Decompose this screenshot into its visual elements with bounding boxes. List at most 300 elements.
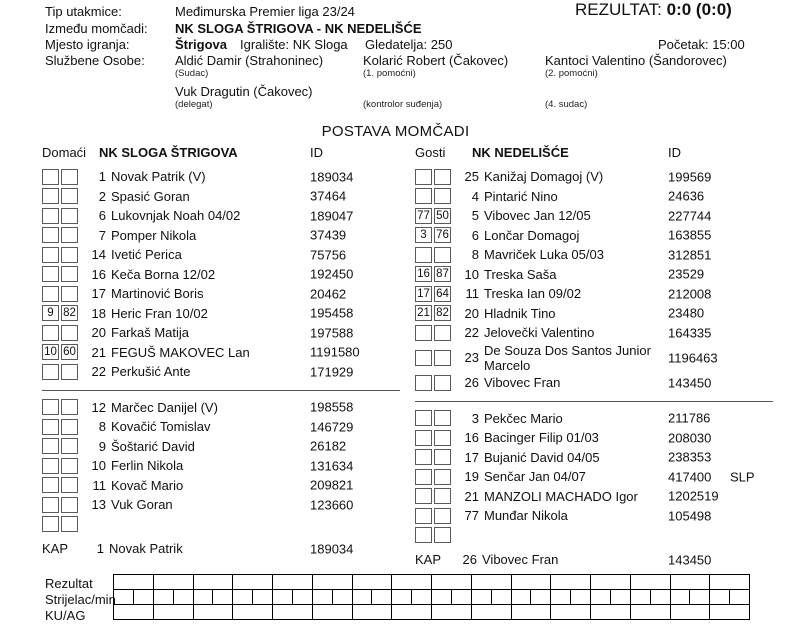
result-value: 0:0 (0:0) xyxy=(666,0,732,19)
captain-label: KAP xyxy=(415,552,442,568)
player-number: 26 xyxy=(464,375,479,391)
player-name: Ivetić Perica xyxy=(111,247,182,263)
player-id: 208030 xyxy=(668,430,712,446)
sub-minute-box xyxy=(61,477,78,493)
grid-cell xyxy=(551,605,591,619)
player-id: 123660 xyxy=(310,497,354,513)
sub-minute-box xyxy=(434,469,451,485)
grid-cell xyxy=(353,605,393,619)
sub-minute-box xyxy=(61,208,78,224)
home-id-column-header: ID xyxy=(310,145,323,160)
venue-value: Štrigova xyxy=(175,37,228,52)
sub-out-box: 3 xyxy=(415,227,432,243)
sub-out-box xyxy=(415,410,432,426)
sub-out-box xyxy=(42,227,59,243)
sub-minute-box xyxy=(61,325,78,341)
sub-out-box xyxy=(42,516,59,532)
home-side-label: Domaći xyxy=(42,145,87,160)
player-name: Šoštarić David xyxy=(111,438,195,454)
away-team-name: NK NEDELIŠĆE xyxy=(472,145,569,160)
player-number: 7 xyxy=(98,227,106,243)
player-number: 6 xyxy=(471,227,479,243)
player-number: 23 xyxy=(464,350,479,366)
player-row xyxy=(415,467,777,487)
player-row xyxy=(42,226,404,246)
sub-minute-box xyxy=(61,286,78,302)
venue-label: Mjesto igranja: xyxy=(45,37,130,52)
sub-out-box xyxy=(415,169,432,185)
grid-cell xyxy=(432,575,472,589)
sub-out-box xyxy=(42,266,59,282)
result-header xyxy=(575,0,732,20)
grid-cell xyxy=(710,575,749,589)
stadium-value: Igralište: NK Sloga xyxy=(240,37,348,52)
player-name: Treska Ian 09/02 xyxy=(484,286,582,302)
sub-minute-box xyxy=(61,458,78,474)
sub-minute-box xyxy=(434,449,451,465)
player-number: 21 xyxy=(464,488,479,504)
footer-row-label-cards: KU/AG xyxy=(45,608,86,623)
player-row xyxy=(42,284,404,304)
grid-cell xyxy=(571,590,591,604)
captain-id: 143450 xyxy=(668,552,712,568)
player-id: 164335 xyxy=(668,325,712,341)
player-row xyxy=(415,428,777,448)
player-name: Munđar Nikola xyxy=(484,508,568,524)
player-row xyxy=(415,187,777,207)
player-number: 14 xyxy=(91,247,106,263)
player-number: 21 xyxy=(91,344,106,360)
player-id: 238353 xyxy=(668,449,712,465)
captain-label: KAP xyxy=(42,541,69,557)
grid-cell xyxy=(233,575,273,589)
player-name: Lončar Domagoj xyxy=(484,227,580,243)
grid-cell xyxy=(631,605,671,619)
away-id-column-header: ID xyxy=(668,145,681,160)
player-row xyxy=(42,343,404,363)
player-name: Novak Patrik (V) xyxy=(111,169,206,185)
grid-cell xyxy=(671,605,711,619)
sub-out-box xyxy=(42,364,59,380)
player-number: 9 xyxy=(98,438,106,454)
footer-score-grid xyxy=(113,574,750,620)
sub-minute-box: 76 xyxy=(434,227,451,243)
away-roster-column xyxy=(415,145,777,570)
player-number: 4 xyxy=(471,188,479,204)
sub-minute-box xyxy=(434,430,451,446)
player-id: 417400 xyxy=(668,469,712,485)
player-id: 37439 xyxy=(310,227,347,243)
grid-cell xyxy=(333,590,353,604)
sub-minute-box xyxy=(434,375,451,391)
player-number: 12 xyxy=(91,399,106,415)
grid-cell xyxy=(472,605,512,619)
player-id: 131634 xyxy=(310,458,354,474)
grid-cell xyxy=(353,575,393,589)
home-subs-list xyxy=(42,398,404,535)
player-name: Vibovec Jan 12/05 xyxy=(484,208,591,224)
player-id: 189034 xyxy=(310,169,354,185)
player-number: 10 xyxy=(464,266,479,282)
sub-minute-box xyxy=(434,527,451,543)
grid-cell xyxy=(194,605,234,619)
captain-number: 26 xyxy=(462,552,477,568)
sub-out-box xyxy=(415,488,432,504)
player-row xyxy=(415,265,777,285)
sub-out-box xyxy=(415,325,432,341)
player-row xyxy=(42,437,404,457)
player-row xyxy=(415,206,777,226)
player-number: 17 xyxy=(91,286,106,302)
player-id: 20462 xyxy=(310,286,347,302)
sub-minute-box xyxy=(434,350,451,366)
grid-cell xyxy=(392,605,432,619)
player-row xyxy=(42,187,404,207)
sub-minute-box: 50 xyxy=(434,208,451,224)
sub-out-box xyxy=(42,247,59,263)
player-number: 6 xyxy=(98,208,106,224)
sub-out-box xyxy=(415,350,432,366)
lineup-section-title: POSTAVA MOMČADI xyxy=(321,123,470,140)
home-captain-row xyxy=(42,539,404,559)
player-number: 11 xyxy=(465,286,479,302)
sub-out-box xyxy=(42,208,59,224)
player-name: FEGUŠ MAKOVEC Lan xyxy=(111,344,250,360)
grid-cell xyxy=(273,590,293,604)
grid-cell xyxy=(591,605,631,619)
grid-cell xyxy=(710,590,730,604)
player-name: Heric Fran 10/02 xyxy=(111,305,208,321)
grid-cell xyxy=(233,605,273,619)
footer-grid-row-1 xyxy=(113,589,750,605)
player-id: 197588 xyxy=(310,325,354,341)
player-name: Ferlin Nikola xyxy=(111,458,184,474)
captain-name: Novak Patrik xyxy=(109,541,183,557)
player-id: 23480 xyxy=(668,305,705,321)
sub-out-box xyxy=(42,286,59,302)
away-starters-list xyxy=(415,167,777,393)
player-id: 171929 xyxy=(310,364,354,380)
player-id: 23529 xyxy=(668,266,705,282)
grid-cell xyxy=(392,590,412,604)
grid-cell xyxy=(412,590,432,604)
grid-cell xyxy=(273,605,313,619)
player-row xyxy=(42,456,404,476)
grid-cell xyxy=(472,590,492,604)
match-type-value: Međimurska Premier liga 23/24 xyxy=(175,4,355,19)
sub-out-box xyxy=(42,419,59,435)
grid-cell xyxy=(313,575,353,589)
sub-out-box: 9 xyxy=(42,305,59,321)
official-name: Kantoci Valentino (Šandorovec) xyxy=(545,53,727,68)
player-row xyxy=(415,448,777,468)
sub-minute-box xyxy=(434,508,451,524)
player-name: Hladnik Tino xyxy=(484,305,556,321)
grid-cell xyxy=(512,605,552,619)
grid-cell xyxy=(730,590,749,604)
player-id: 212008 xyxy=(668,286,712,302)
grid-cell xyxy=(313,605,353,619)
official-role: (2. pomoćni) xyxy=(545,68,598,79)
player-name: Pomper Nikola xyxy=(111,227,197,243)
official-role: (1. pomoćni) xyxy=(363,68,416,79)
player-number: 18 xyxy=(91,305,106,321)
player-row xyxy=(42,167,404,187)
player-name: Perkušić Ante xyxy=(111,364,191,380)
player-row xyxy=(42,245,404,265)
grid-cell xyxy=(690,590,710,604)
grid-cell xyxy=(114,605,154,619)
player-name: Vibovec Fran xyxy=(484,375,561,391)
sub-minute-box xyxy=(61,188,78,204)
sub-out-box: 21 xyxy=(415,305,432,321)
player-number: 10 xyxy=(91,458,106,474)
grid-cell xyxy=(154,575,194,589)
player-id: 1196463 xyxy=(668,350,718,366)
officials-label: Službene Osobe: xyxy=(45,53,145,68)
player-row xyxy=(415,373,777,393)
player-name: Jelovečki Valentino xyxy=(484,325,595,341)
player-name: MANZOLI MACHADO Igor xyxy=(484,488,638,504)
player-number: 17 xyxy=(464,449,479,465)
player-id: 195458 xyxy=(310,305,354,321)
sub-out-box xyxy=(42,188,59,204)
grid-cell xyxy=(392,575,432,589)
grid-cell xyxy=(154,590,174,604)
player-id: 211786 xyxy=(668,410,711,426)
result-label: REZULTAT: xyxy=(575,0,662,19)
sub-minute-box xyxy=(61,497,78,513)
sub-minute-box xyxy=(434,410,451,426)
sub-minute-box xyxy=(434,169,451,185)
grid-cell xyxy=(432,605,472,619)
sub-minute-box xyxy=(61,419,78,435)
sub-minute-box xyxy=(61,169,78,185)
player-name: Spasić Goran xyxy=(111,188,190,204)
player-id: 227744 xyxy=(668,208,712,224)
sub-out-box xyxy=(415,469,432,485)
home-roster-header xyxy=(42,145,404,167)
player-name: Vuk Goran xyxy=(111,497,173,513)
player-row xyxy=(415,409,777,429)
sub-minute-box xyxy=(434,488,451,504)
captain-number: 1 xyxy=(96,541,104,557)
sub-minute-box xyxy=(61,399,78,415)
between-teams-label: Između momčadi: xyxy=(45,21,148,36)
player-number: 16 xyxy=(464,430,479,446)
player-id: 24636 xyxy=(668,188,705,204)
player-id: 312851 xyxy=(668,247,712,263)
grid-cell xyxy=(631,575,671,589)
player-name: Mavriček Luka 05/03 xyxy=(484,247,604,263)
grid-cell xyxy=(253,590,273,604)
sub-out-box: 17 xyxy=(415,286,432,302)
player-name: Farkaš Matija xyxy=(111,325,190,341)
player-name: Senčar Jan 04/07 xyxy=(484,469,586,485)
official-name: Aldić Damir (Strahoninec) xyxy=(175,53,324,68)
grid-cell xyxy=(591,575,631,589)
player-id: 1191580 xyxy=(310,344,360,360)
player-id: 105498 xyxy=(668,508,712,524)
player-number: 19 xyxy=(464,469,479,485)
sub-out-box xyxy=(415,430,432,446)
grid-cell xyxy=(134,590,154,604)
grid-cell xyxy=(452,590,472,604)
sub-out-box xyxy=(415,188,432,204)
player-row xyxy=(42,495,404,515)
footer-grid-row-2 xyxy=(113,604,750,620)
sub-out-box: 77 xyxy=(415,208,432,224)
grid-cell xyxy=(293,590,313,604)
player-number: 2 xyxy=(98,188,106,204)
sub-minute-box xyxy=(434,247,451,263)
player-row xyxy=(415,323,777,343)
between-teams-value: NK SLOGA ŠTRIGOVA - NK NEDELIŠĆE xyxy=(175,21,422,36)
player-row xyxy=(415,167,777,187)
sub-out-box xyxy=(415,508,432,524)
player-row xyxy=(42,398,404,418)
player-name: Kovačić Tomislav xyxy=(111,419,211,435)
grid-cell xyxy=(174,590,194,604)
sub-out-box xyxy=(415,247,432,263)
player-number: 13 xyxy=(91,497,106,513)
away-roster-header xyxy=(415,145,777,167)
player-name: Pekčec Mario xyxy=(484,410,563,426)
sub-minute-box xyxy=(61,438,78,454)
sub-minute-box xyxy=(434,188,451,204)
sub-out-box xyxy=(42,458,59,474)
footer-row-label-scorer: Strijelac/min xyxy=(45,592,116,607)
official-col-assistant1 xyxy=(363,53,543,110)
grid-cell xyxy=(531,590,551,604)
grid-cell xyxy=(551,590,571,604)
grid-cell xyxy=(591,590,611,604)
sub-minute-box xyxy=(61,247,78,263)
player-extra-flag: SLP xyxy=(730,469,755,485)
player-number: 22 xyxy=(464,325,479,341)
player-number: 20 xyxy=(91,325,106,341)
player-number: 22 xyxy=(91,364,106,380)
sub-out-box xyxy=(42,399,59,415)
player-row xyxy=(42,515,404,535)
player-number: 8 xyxy=(471,247,479,263)
player-row xyxy=(415,343,777,374)
grid-cell xyxy=(114,575,154,589)
grid-cell xyxy=(213,590,233,604)
sub-minute-box xyxy=(61,266,78,282)
player-row xyxy=(42,206,404,226)
player-row xyxy=(415,506,777,526)
grid-cell xyxy=(432,590,452,604)
player-row xyxy=(415,284,777,304)
player-id: 199569 xyxy=(668,169,712,185)
player-name: Bujanić David 04/05 xyxy=(484,449,600,465)
grid-cell xyxy=(512,590,532,604)
official-role: (kontrolor suđenja) xyxy=(363,99,443,110)
sub-minute-box xyxy=(61,516,78,532)
sub-minute-box: 87 xyxy=(434,266,451,282)
official-name: Kolarić Robert (Čakovec) xyxy=(363,53,509,68)
player-row xyxy=(42,265,404,285)
captain-id: 189034 xyxy=(310,541,354,557)
player-row xyxy=(42,304,404,324)
player-row xyxy=(415,304,777,324)
player-id: 189047 xyxy=(310,208,354,224)
sub-out-box xyxy=(415,527,432,543)
player-id: 198558 xyxy=(310,399,354,415)
grid-cell xyxy=(372,590,392,604)
grid-cell xyxy=(611,590,631,604)
grid-cell xyxy=(233,590,253,604)
footer-grid-row-0 xyxy=(113,574,750,590)
player-name: Kovač Mario xyxy=(111,477,184,493)
player-name: Bacinger Filip 01/03 xyxy=(484,430,599,446)
sub-minute-box: 82 xyxy=(61,305,78,321)
player-name: Kanižaj Domagoj (V) xyxy=(484,169,604,185)
player-id: 163855 xyxy=(668,227,712,243)
player-number: 3 xyxy=(471,410,479,426)
sub-out-box xyxy=(415,449,432,465)
grid-cell xyxy=(651,590,671,604)
player-number: 5 xyxy=(471,208,479,224)
player-number: 20 xyxy=(464,305,479,321)
attendance-value: Gledatelja: 250 xyxy=(365,37,453,52)
home-starters-list xyxy=(42,167,404,382)
player-number: 77 xyxy=(464,508,479,524)
player-name: Marčec Danijel (V) xyxy=(111,399,218,415)
kickoff-value: Početak: 15:00 xyxy=(658,37,745,52)
player-row xyxy=(42,476,404,496)
player-row xyxy=(42,323,404,343)
player-name: Lukovnjak Noah 04/02 xyxy=(111,208,241,224)
sub-minute-box: 60 xyxy=(61,344,78,360)
sub-out-box xyxy=(42,477,59,493)
sub-out-box xyxy=(42,325,59,341)
home-roster-column xyxy=(42,145,404,559)
player-id: 143450 xyxy=(668,375,712,391)
sub-minute-box xyxy=(434,325,451,341)
sub-minute-box xyxy=(61,364,78,380)
grid-cell xyxy=(710,605,749,619)
player-id: 1202519 xyxy=(668,488,719,504)
player-row xyxy=(415,245,777,265)
player-id: 37464 xyxy=(310,188,347,204)
official-name: Vuk Dragutin (Čakovec) xyxy=(175,84,313,99)
player-id: 75756 xyxy=(310,247,347,263)
sub-minute-box xyxy=(61,227,78,243)
match-type-label: Tip utakmice: xyxy=(45,4,122,19)
roster-divider xyxy=(415,401,773,402)
player-id: 209821 xyxy=(310,477,354,493)
away-subs-list xyxy=(415,409,777,546)
player-row xyxy=(415,526,777,546)
grid-cell xyxy=(551,575,591,589)
player-row xyxy=(42,417,404,437)
player-row xyxy=(415,487,777,507)
official-role: (Sudac) xyxy=(175,68,209,79)
official-col-assistant2 xyxy=(545,53,745,110)
player-row xyxy=(415,226,777,246)
sub-out-box: 10 xyxy=(42,344,59,360)
sub-minute-box: 64 xyxy=(434,286,451,302)
grid-cell xyxy=(512,575,552,589)
player-name: Pintarić Nino xyxy=(484,188,558,204)
player-number: 1 xyxy=(98,169,106,185)
grid-cell xyxy=(313,590,333,604)
sub-out-box xyxy=(415,375,432,391)
sub-out-box xyxy=(42,169,59,185)
sub-out-box: 16 xyxy=(415,266,432,282)
